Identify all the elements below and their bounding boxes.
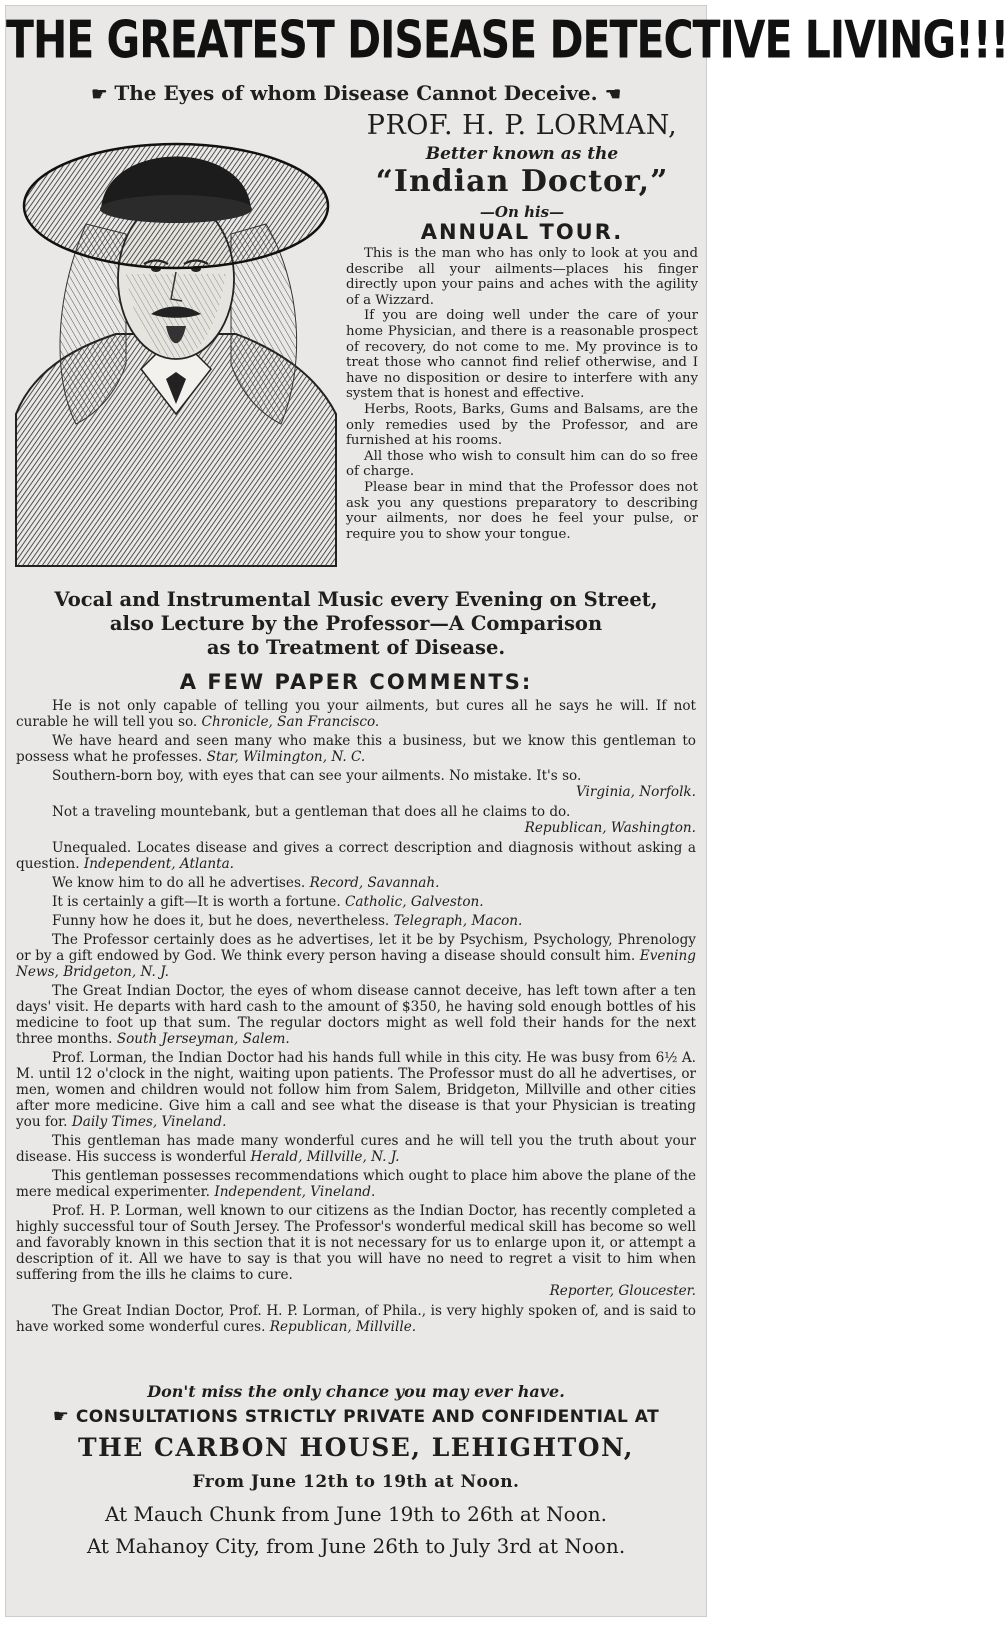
intro-paragraph: All those who wish to consult him can do so free of charge.	[346, 448, 698, 480]
comment-text: We know him to do all he advertises.	[52, 875, 306, 891]
comment-source-line	[16, 1283, 696, 1299]
music-line: also Lecture by the Professor—A Comparison	[109, 612, 603, 635]
venue-name: THE CARBON HOUSE, LEHIGHTON,	[78, 1433, 634, 1462]
comment	[16, 875, 696, 891]
music-announcement	[6, 588, 706, 660]
comment-text: This gentleman possesses recommendations which ought to place him above the plane of the mere medical experimenter.	[16, 1168, 696, 1200]
paper-comments	[16, 698, 696, 1338]
comment-text: Funny how he does it, but he does, nevertheless.	[52, 913, 390, 929]
comment-source: Independent, Vineland.	[214, 1184, 376, 1200]
schedule-date: From June 12th to 19th at Noon.	[192, 1472, 520, 1492]
comment-text: It is certainly a gift—It is worth a fortune.	[52, 894, 341, 910]
pointing-hand-icon: ☛	[52, 1406, 70, 1427]
subheadline-text: The Eyes of whom Disease Cannot Deceive.	[114, 81, 598, 105]
comment	[16, 733, 696, 765]
comment-text: Prof. Lorman, the Indian Doctor had his hands full while in this city. He was busy from 6½ A. M. until 12 o'clock in the night, waiting upon patients. The Professor must do all he advertises, or men, women and children would not follow him from Salem, Bridgeton, Millville and other cities after more medicine. Give him a call and see what the disease is that your Physician is treating you for.	[16, 1050, 696, 1130]
comment	[16, 1303, 696, 1335]
intro-text	[346, 246, 698, 542]
comment-source-line	[16, 820, 696, 836]
comment	[16, 840, 696, 872]
annual-tour-label: ANNUAL TOUR.	[420, 220, 624, 244]
schedule-date: At Mauch Chunk from June 19th to 26th at Noon.	[105, 1502, 607, 1526]
comment-source: Reporter, Gloucester.	[549, 1283, 696, 1299]
comment-text: We have heard and seen many who make this a business, but we know this gentleman to possess what he professes.	[16, 733, 696, 765]
comment-source: Telegraph, Macon.	[393, 913, 523, 929]
comment-source: Independent, Atlanta.	[83, 856, 235, 872]
comment	[16, 913, 696, 929]
intro-paragraph: Herbs, Roots, Barks, Gums and Balsams, are the only remedies used by the Professor, and are furnished at his rooms.	[346, 401, 698, 449]
pointing-hand-icon: ☛	[91, 84, 108, 105]
professor-portrait-engraving	[16, 114, 336, 566]
subheadline	[6, 81, 706, 105]
comment	[16, 932, 696, 980]
better-known-as: Better known as the	[425, 144, 619, 164]
comment-source: Republican, Washington.	[524, 820, 696, 836]
music-line: as to Treatment of Disease.	[206, 636, 506, 659]
comment-text: The Great Indian Doctor, Prof. H. P. Lorman, of Phila., is very highly spoken of, and is said to have worked some wonderful cures.	[16, 1303, 696, 1335]
indian-doctor-title: “Indian Doctor,”	[375, 164, 669, 199]
comment-source: Daily Times, Vineland.	[71, 1114, 227, 1130]
comment-text: This gentleman has made many wonderful cures and he will tell you the truth about your disease. His success is wonderful	[16, 1133, 696, 1165]
dont-miss-line: Don't miss the only chance you may ever have.	[147, 1382, 565, 1401]
comment-source-line	[16, 784, 696, 800]
pointing-hand-icon: ☛	[604, 84, 621, 105]
professor-name: PROF. H. P. LORMAN,	[366, 110, 678, 141]
consultations-line	[6, 1406, 706, 1427]
comment-text: Prof. H. P. Lorman, well known to our citizens as the Indian Doctor, has recently completed a highly successful tour of South Jersey. The Professor's wonderful medical skill has become so well and favorably known in this section that it is not necessary for us to enlarge upon it, or attempt a description of it. All we have to say is that you will have no need to regret a visit to him when suffering from the ills he claims to cure.	[16, 1203, 696, 1283]
comment	[16, 894, 696, 910]
comment-source: Star, Wilmington, N. C.	[206, 749, 366, 765]
comment-source: Herald, Millville, N. J.	[250, 1149, 400, 1165]
intro-paragraph: Please bear in mind that the Professor does not ask you any questions preparatory to describing your ailments, nor does he feel your pulse, or require you to show your tongue.	[346, 479, 698, 542]
headline: THE GREATEST DISEASE DETECTIVE LIVING!!!	[6, 10, 1008, 70]
comment-source: Catholic, Galveston.	[345, 894, 484, 910]
comment	[16, 804, 696, 820]
music-line: Vocal and Instrumental Music every Evening on Street,	[54, 588, 658, 611]
comment-source: Republican, Millville.	[269, 1319, 417, 1335]
comment	[16, 983, 696, 1047]
comment-source: Record, Savannah.	[309, 875, 440, 891]
comment	[16, 698, 696, 730]
comment	[16, 1203, 696, 1283]
on-his-label: —On his—	[479, 203, 565, 221]
comment-source: Evening News, Bridgeton, N. J.	[16, 948, 696, 980]
comment-source: Chronicle, San Francisco.	[201, 714, 380, 730]
comment	[16, 1133, 696, 1165]
schedule-date: At Mahanoy City, from June 26th to July 3rd at Noon.	[86, 1534, 626, 1558]
intro-paragraph: This is the man who has only to look at you and describe all your ailments—places his finger directly upon your pains and aches with the agility of a Wizzard.	[346, 246, 698, 308]
advertisement-page	[5, 5, 1008, 1617]
comment-source: South Jerseyman, Salem.	[116, 1031, 290, 1047]
intro-paragraph: If you are doing well under the care of your home Physician, and there is a reasonable prospect of recovery, do not come to me. My province is to treat those who cannot find relief otherwise, and I have no disposition or desire to interfere with any system that is honest and effective.	[346, 308, 698, 402]
comment-text: The Professor certainly does as he advertises, let it be by Psychism, Psychology, Phrenology or by a gift endowed by God. We think every person having a disease should consult him.	[16, 932, 696, 964]
comment-source: Virginia, Norfolk.	[575, 784, 696, 800]
comment-text: He is not only capable of telling you your ailments, but cures all he says he will. If not curable he will tell you so.	[16, 698, 696, 730]
comment	[16, 1050, 696, 1130]
comments-heading: A FEW PAPER COMMENTS:	[179, 670, 533, 694]
comment-text: Southern-born boy, with eyes that can see your ailments. No mistake. It's so.	[52, 768, 582, 784]
consultations-text: CONSULTATIONS STRICTLY PRIVATE AND CONFIDENTIAL AT	[75, 1407, 660, 1427]
comment-text: Not a traveling mountebank, but a gentleman that does all he claims to do.	[52, 804, 571, 820]
comment-text: Unequaled. Locates disease and gives a correct description and diagnosis without asking a question.	[16, 840, 696, 872]
comment	[16, 1168, 696, 1200]
comment	[16, 768, 696, 784]
comment-text: The Great Indian Doctor, the eyes of whom disease cannot deceive, has left town after a ten days' visit. He departs with hard cash to the amount of $350, he having sold enough bottles of his medicine to foot up that sum. The regular doctors might as well fold their hands for the next three months.	[16, 983, 696, 1047]
